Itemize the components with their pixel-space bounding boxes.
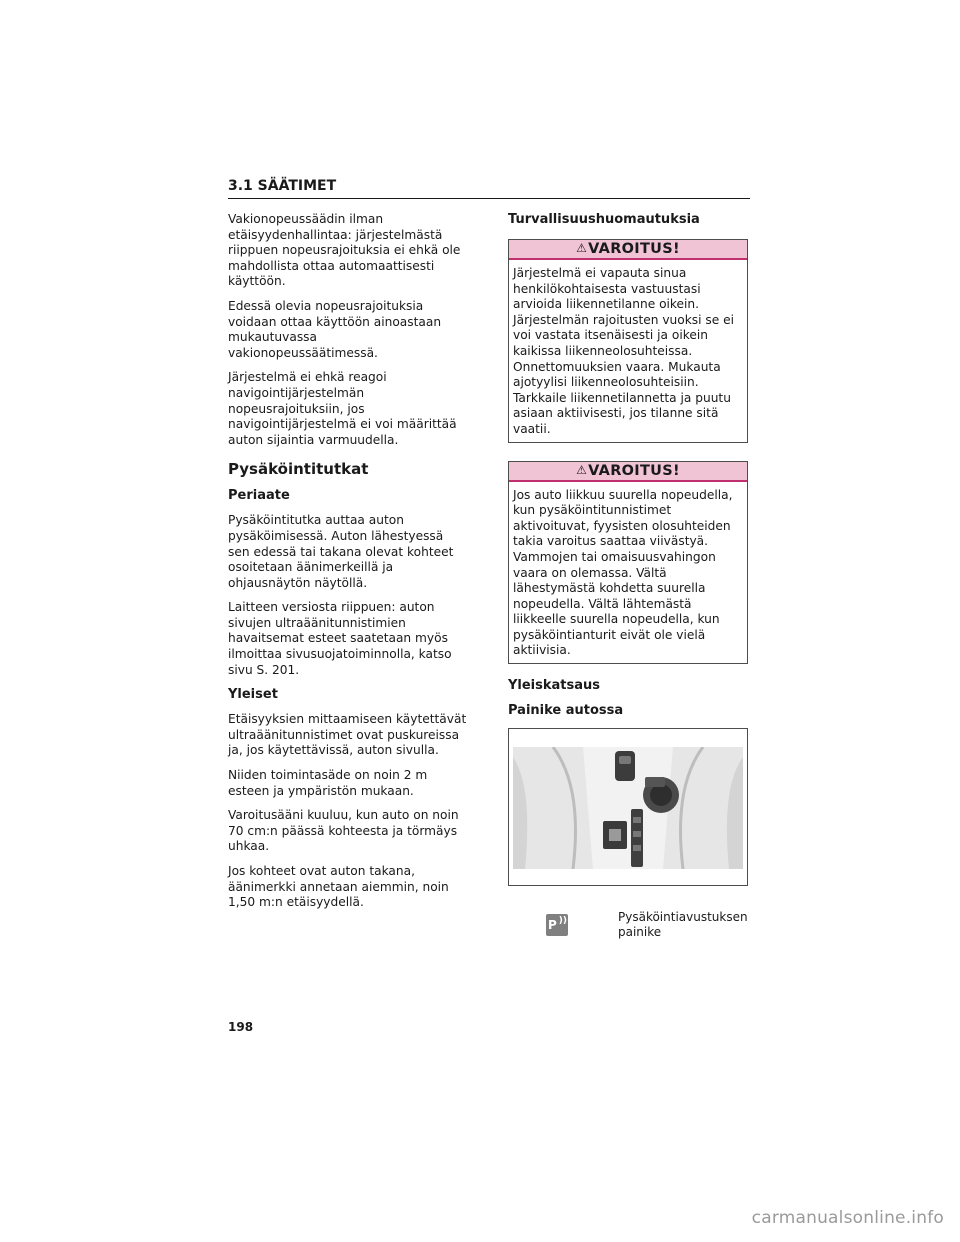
parking-p-letter: P (548, 918, 557, 933)
paragraph: Järjestelmä ei ehkä reagoi navigointijärjestelmän nopeusrajoituksiin, jos navigointijärjestelmä ei voi määrittää auton sijaintia varmuudella. (228, 370, 457, 447)
warning-box (508, 239, 748, 443)
paragraph: Niiden toimintasäde on noin 2 m esteen ja ympäristön mukaan. (228, 768, 428, 798)
warning-title: VAROITUS! (588, 241, 680, 257)
heading-button-in-car: Painike autossa (508, 703, 624, 719)
button-legend (508, 910, 748, 960)
paragraph: Laitteen versiosta riippuen: auton sivujen ultraäänitunnistimien havaitsemat esteet saatetaan myös ilmoittaa sivusuojatoiminnolla, katso sivu S. 201. (228, 600, 452, 677)
paragraph: Pysäköintitutka auttaa auton pysäköimisessä. Auton lähestyessä sen edessä tai takana olevat kohteet osoitetaan äänimerkeillä ja ohjausnäytön näytöllä. (228, 513, 454, 590)
left-column (228, 212, 468, 920)
legend-label: Pysäköintiavustuksen painike (618, 910, 748, 939)
warning-box (508, 461, 748, 665)
warning-body (509, 260, 747, 442)
warning-text: Jos auto liikkuu suurella nopeudella, kun pysäköintitunnistimet aktivoituvat, fyysisten olosuhteiden takia varoitus saattaa viivästyä. Vammojen tai omaisuusvahingon vaara on olemassa. Vältä lähestymästä kohdetta suurella nopeudella. Vältä lähtemästä liikkeelle suurella nopeudella, kun pysäköintianturit eivät ole vielä aktiivisia. (513, 487, 733, 658)
heading-parking-sensors: Pysäköintitutkat (228, 460, 369, 479)
paragraph: Edessä olevia nopeusrajoituksia voidaan ottaa käyttöön ainoastaan mukautuvassa vakionopeussäätimessä. (228, 298, 442, 360)
warning-triangle-icon: ⚠ (576, 462, 588, 477)
warning-header (509, 240, 747, 260)
section-header: 3.1 SÄÄTIMET (228, 178, 750, 199)
console-drawing (513, 747, 743, 869)
heading-general: Yleiset (228, 687, 278, 703)
paragraph: Etäisyyksien mittaamiseen käytettävät ultraäänitunnistimet ovat puskureissa ja, jos käytettävissä, auton sivulla. (228, 712, 467, 758)
paragraph: Varoitusääni kuuluu, kun auto on noin 70 cm:n päässä kohteesta ja törmäys uhkaa. (228, 808, 459, 854)
warning-header (509, 462, 747, 482)
sensor-waves-icon: )) (558, 916, 567, 927)
heading-safety-notes: Turvallisuushuomautuksia (508, 212, 700, 227)
right-column (508, 212, 748, 960)
watermark: carmanualsonline.info (751, 1208, 944, 1228)
heading-overview: Yleiskatsaus (508, 678, 601, 694)
warning-triangle-icon: ⚠ (576, 241, 588, 255)
paragraph: Vakionopeussäädin ilman etäisyydenhallintaa: järjestelmästä riippuen nopeusrajoituksia ei ehkä ole mahdollista ottaa automaattisesti käyttöön. (228, 212, 461, 289)
warning-body (509, 482, 747, 664)
warning-text: Järjestelmä ei vapauta sinua henkilökohtaisesta vastuustasi arvioida liikennetilanne oikein. Järjestelmän rajoitusten vuoksi se ei voi vastata itsenäisesti ja oikein kaikissa liikenneolosuhteissa. Onnettomuuksien vaara. Mukauta ajotyylisi liikenneolosuhteisiin. Tarkkaile liikennetilannetta ja puutu asiaan aktiivisesti, jos tilanne sitä vaatii. (513, 266, 735, 436)
center-console-illustration (508, 728, 748, 886)
warning-title: VAROITUS! (588, 462, 680, 479)
heading-principle: Periaate (228, 488, 290, 504)
paragraph: Jos kohteet ovat auton takana, äänimerkki annetaan aiemmin, noin 1,50 m:n etäisyydellä. (228, 864, 449, 910)
page-number: 198 (228, 1020, 254, 1034)
parking-assist-icon (546, 914, 568, 936)
